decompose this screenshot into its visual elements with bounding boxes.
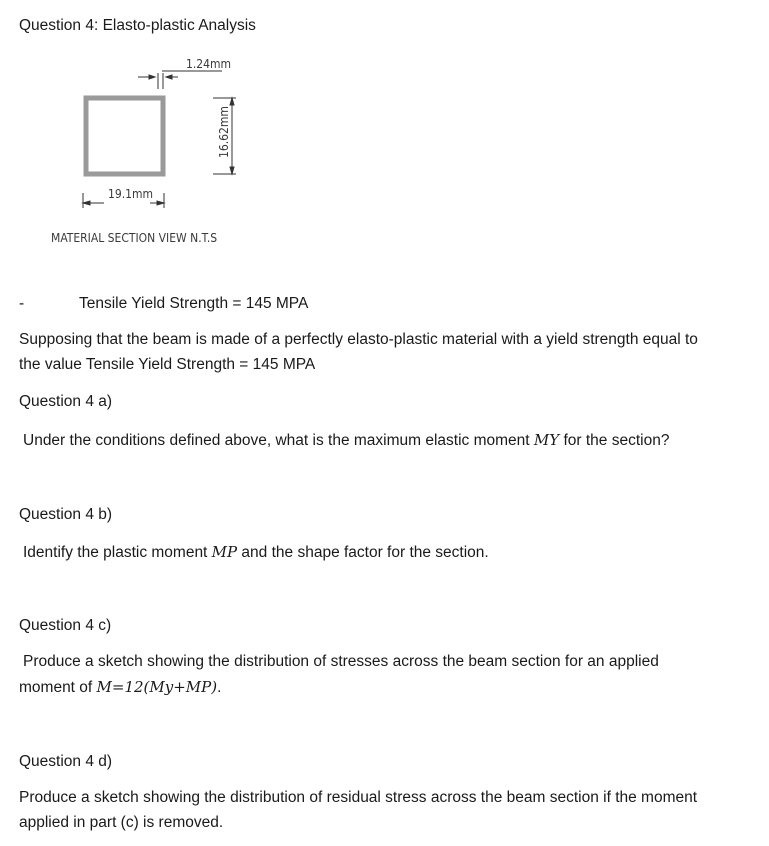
yield-strength-bullet: Tensile Yield Strength = 145 MPA	[79, 295, 309, 312]
thickness-dimension	[138, 71, 222, 89]
page-title: Question 4: Elasto-plastic Analysis	[19, 17, 256, 34]
intro-line-2: the value Tensile Yield Strength = 145 MPA	[19, 356, 316, 373]
question-4d-line-2: applied in part (c) is removed.	[19, 814, 224, 831]
my-symbol: MY	[533, 431, 560, 449]
question-4c-line-1: Produce a sketch showing the distribution of stresses across the beam section for an applied	[23, 653, 659, 670]
width-label: 19.1mm	[108, 187, 154, 201]
height-label: 16.62mm	[217, 106, 231, 158]
figure-caption: MATERIAL SECTION VIEW N.T.S	[51, 231, 218, 245]
question-4c-line-2: moment of M=12(My+MP).	[19, 678, 222, 696]
bullet-marker: -	[19, 295, 25, 312]
question-4b-text: Identify the plastic moment MP and the shape factor for the section.	[23, 543, 489, 561]
thickness-label: 1.24mm	[186, 57, 232, 71]
section-figure	[0, 0, 300, 260]
hollow-square-section	[86, 98, 163, 174]
question-4a-heading: Question 4 a)	[19, 393, 113, 410]
question-4b-heading: Question 4 b)	[19, 506, 113, 523]
intro-line-1: Supposing that the beam is made of a perfectly elasto-plastic material with a yield strength equal to	[19, 331, 698, 348]
moment-formula: M=12(My+MP)	[96, 678, 218, 696]
mp-symbol: MP	[211, 543, 238, 561]
question-4a-text: Under the conditions defined above, what is the maximum elastic moment MY for the section?	[23, 431, 670, 449]
question-4d-line-1: Produce a sketch showing the distribution of residual stress across the beam section if the moment	[19, 789, 698, 806]
question-4c-heading: Question 4 c)	[19, 617, 112, 634]
question-4d-heading: Question 4 d)	[19, 753, 113, 770]
